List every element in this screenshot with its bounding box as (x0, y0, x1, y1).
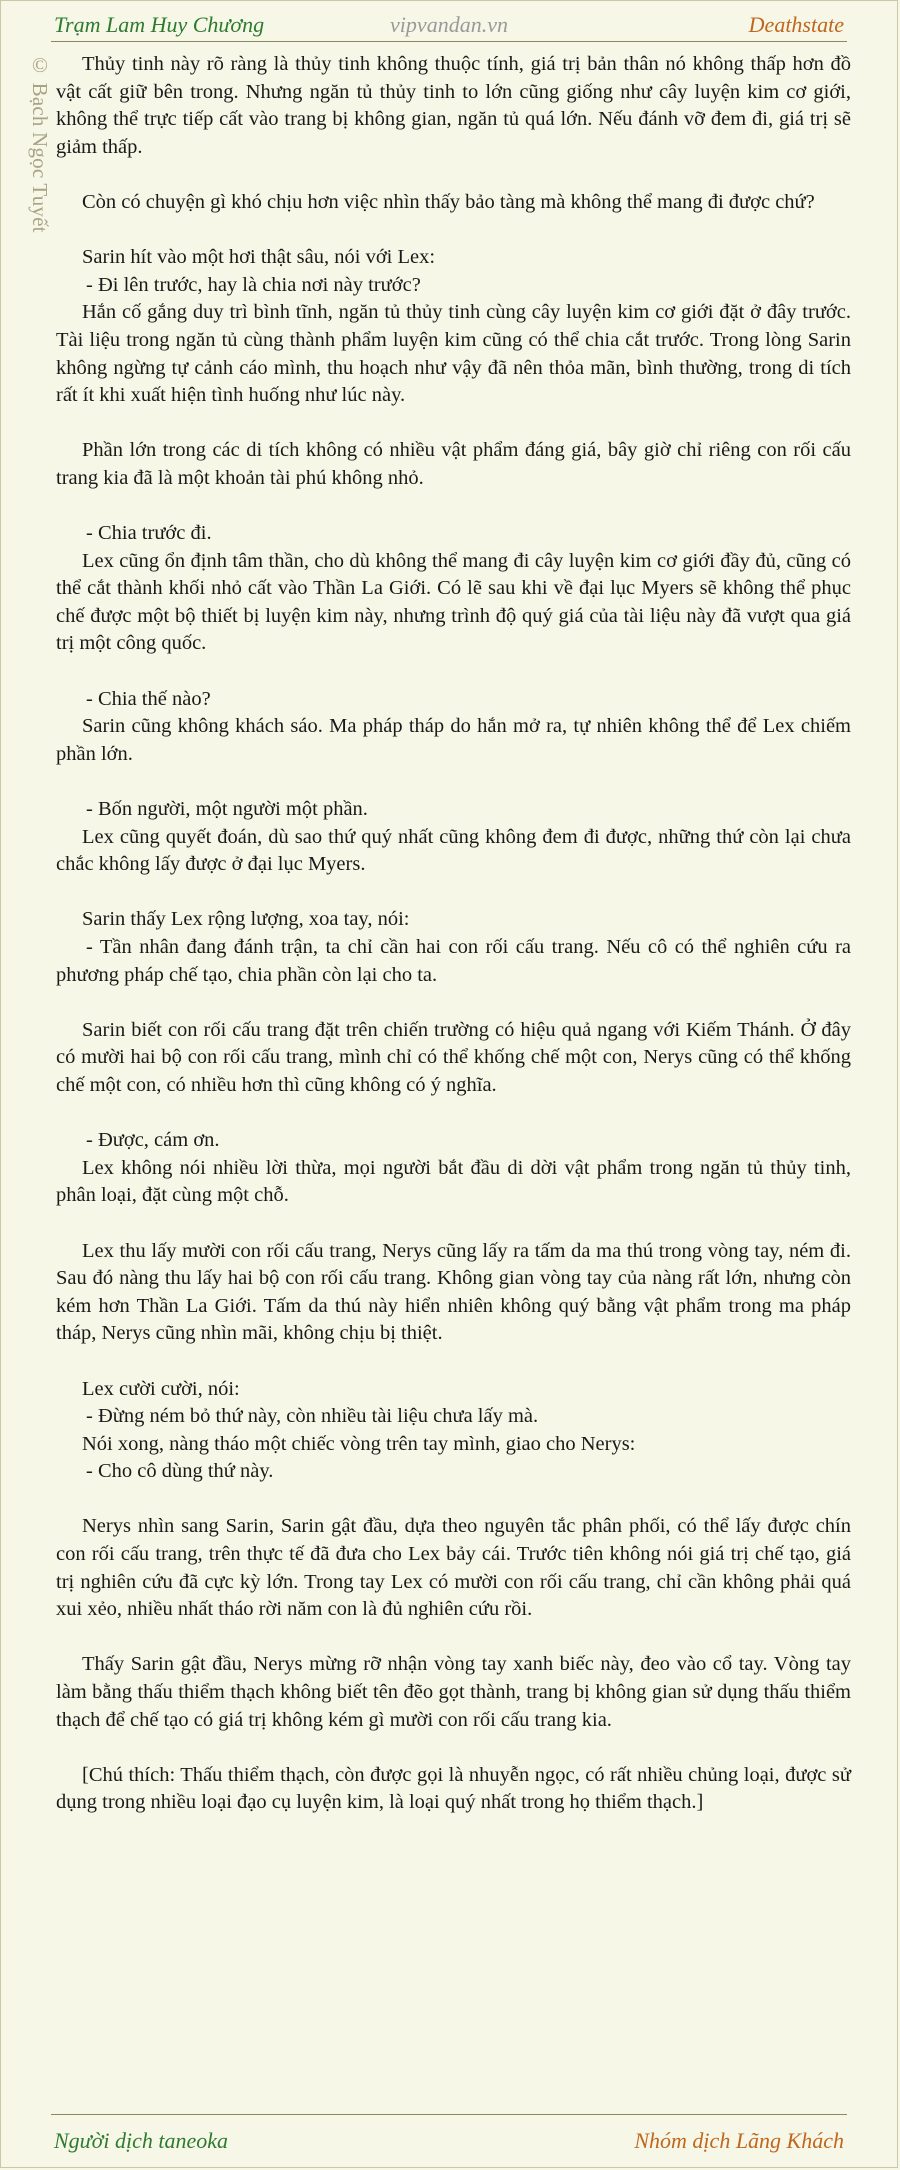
paragraph-gap (56, 493, 851, 521)
paragraph-gap (56, 217, 851, 245)
header-author: Deathstate (748, 12, 844, 37)
copyright-watermark: © Bạch Ngọc Tuyết (28, 53, 52, 233)
paragraph: - Bốn người, một người một phần. (86, 798, 368, 821)
page-header (51, 9, 847, 42)
paragraph: Lex không nói nhiều lời thừa, mọi người bắt đầu di dời vật phẩm trong ngăn tủ thủy tinh, phân loại, đặt cùng một chỗ. (56, 1156, 851, 1207)
paragraph-gap (56, 1348, 851, 1376)
paragraph-gap (56, 1624, 851, 1652)
paragraph: Thấy Sarin gật đầu, Nerys mừng rỡ nhận vòng tay xanh biếc này, đeo vào cổ tay. Vòng tay làm bằng thấu thiểm thạch không biết tên đẽo gọt thành, trang bị không gian sử dụng thấu thiểm thạch để chế tạo có giá trị không kém gì mười con rối cấu trang kia. (56, 1653, 851, 1731)
paragraph: Nói xong, nàng tháo một chiếc vòng trên tay mình, giao cho Nerys: (82, 1432, 636, 1455)
paragraph: - Chia trước đi. (86, 522, 212, 545)
paragraph: Nerys nhìn sang Sarin, Sarin gật đầu, dựa theo nguyên tắc phân phối, có thể lấy được chín con rối cấu trang, trên thực tế đã đưa cho Lex bảy cái. Trước tiên không nói giá trị chế tạo, giá trị nghiên cứu đã cực kỳ lớn. Trong tay Lex có mười con rối cấu trang, chỉ cần không phải quá xui xẻo, nhiều nhất tháo rời năm con là đủ nghiên cứu rồi. (56, 1515, 851, 1621)
paragraph: Phần lớn trong các di tích không có nhiều vật phẩm đáng giá, bây giờ chỉ riêng con rối cấu trang kia đã là một khoản tài phú không nhỏ. (56, 439, 851, 489)
paragraph: Còn có chuyện gì khó chịu hơn việc nhìn thấy bảo tàng mà không thể mang đi được chứ? (82, 190, 815, 213)
paragraph: Sarin biết con rối cấu trang đặt trên chiến trường có hiệu quả ngang với Kiếm Thánh. Ở đây có mười hai bộ con rối cấu trang, mình chỉ có thể khống chế một con, Nerys cũng có thể khống chế một con, có nhiều hơn thì cũng không có ý nghĩa. (56, 1018, 851, 1096)
paragraph-gap (56, 1210, 851, 1238)
paragraph-gap (56, 1486, 851, 1514)
paragraph: - Đừng ném bỏ thứ này, còn nhiều tài liệu chưa lấy mà. (86, 1405, 539, 1428)
paragraph-gap (56, 1734, 851, 1762)
paragraph: - Chia thế nào? (86, 687, 211, 710)
paragraph: Lex thu lấy mười con rối cấu trang, Nerys cũng lấy ra tấm da ma thú trong vòng tay, ném đi. Sau đó nàng thu lấy hai bộ con rối cấu trang. Không gian vòng tay của nàng rất lớn, nhưng còn kém hơn Thần La Giới. Tấm da thú này hiển nhiên không quý bằng vật phẩm trong ma pháp tháp, Nerys cũng nhìn mãi, không chịu bị thiệt. (56, 1239, 851, 1345)
paragraph: [Chú thích: Thấu thiểm thạch, còn được gọi là nhuyễn ngọc, có rất nhiều chủng loại, được sử dụng trong nhiều loại đạo cụ luyện kim, là loại quý nhất trong họ thiểm thạch.] (56, 1763, 851, 1814)
paragraph: Lex cũng quyết đoán, dù sao thứ quý nhất cũng không đem đi được, những thứ còn lại chưa chắc không lấy được ở đại lục Myers. (56, 825, 851, 876)
paragraph: Sarin hít vào một hơi thật sâu, nói với Lex: (82, 246, 436, 269)
paragraph: Sarin thấy Lex rộng lượng, xoa tay, nói: (82, 908, 410, 931)
paragraph-gap (56, 161, 851, 189)
paragraph: Hắn cố gắng duy trì bình tĩnh, ngăn tủ thủy tinh cùng cây luyện kim cơ giới đặt ở đây trước. Tài liệu trong ngăn tủ cùng thành phẩm luyện kim cũng có thể chia cắt trước. Trong lòng Sarin không ngừng tự cảnh cáo mình, thu hoạch như vậy đã nên thỏa mãn, bình thường, trong di tích rất ít khi xuất hiện tình huống như lúc này. (56, 301, 851, 407)
chapter-body (56, 51, 851, 1817)
paragraph: Sarin cũng không khách sáo. Ma pháp tháp do hắn mở ra, tự nhiên không thể để Lex chiếm phần lớn. (56, 715, 851, 765)
paragraph: Lex cũng ổn định tâm thần, cho dù không thể mang đi cây luyện kim cơ giới đầy đủ, cũng có thể cắt thành khối nhỏ cất vào Thần La Giới. Có lẽ sau khi về đại lục Myers sẽ không thể phục chế được một bộ thiết bị luyện kim này, nhưng trình độ quý giá của tài liệu này đã vượt qua giá trị một công quốc. (56, 549, 851, 655)
paragraph: Thủy tinh này rõ ràng là thủy tinh không thuộc tính, giá trị bản thân nó không thấp hơn đồ vật cất giữ bên trong. Nhưng ngăn tủ thủy tinh to lớn cũng giống như cây luyện kim cơ giới, không thể trực tiếp cất vào trang bị không gian, ngăn tủ quá lớn. Nếu đánh vỡ đem đi, giá trị sẽ giảm thấp. (56, 53, 851, 158)
paragraph-gap (56, 658, 851, 686)
footer-translator: Người dịch taneoka (54, 2128, 229, 2153)
paragraph: - Tần nhân đang đánh trận, ta chỉ cần hai con rối cấu trang. Nếu cô có thể nghiên cứu ra phương pháp chế tạo, chia phần còn lại cho ta. (56, 936, 851, 986)
paragraph-gap (56, 768, 851, 796)
paragraph: - Đi lên trước, hay là chia nơi này trước? (86, 273, 421, 296)
paragraph-gap (56, 410, 851, 438)
paragraph-gap (56, 989, 851, 1017)
paragraph-gap (56, 879, 851, 907)
paragraph: - Cho cô dùng thứ này. (86, 1460, 274, 1483)
paragraph: Lex cười cười, nói: (82, 1377, 240, 1400)
header-title: Trạm Lam Huy Chương (54, 12, 265, 37)
footer-group: Nhóm dịch Lãng Khách (634, 2128, 844, 2153)
header-site-link[interactable]: vipvandan.vn (390, 12, 508, 37)
paragraph: - Được, cám ơn. (86, 1129, 220, 1152)
paragraph-gap (56, 1100, 851, 1128)
page-footer (51, 2114, 847, 2159)
